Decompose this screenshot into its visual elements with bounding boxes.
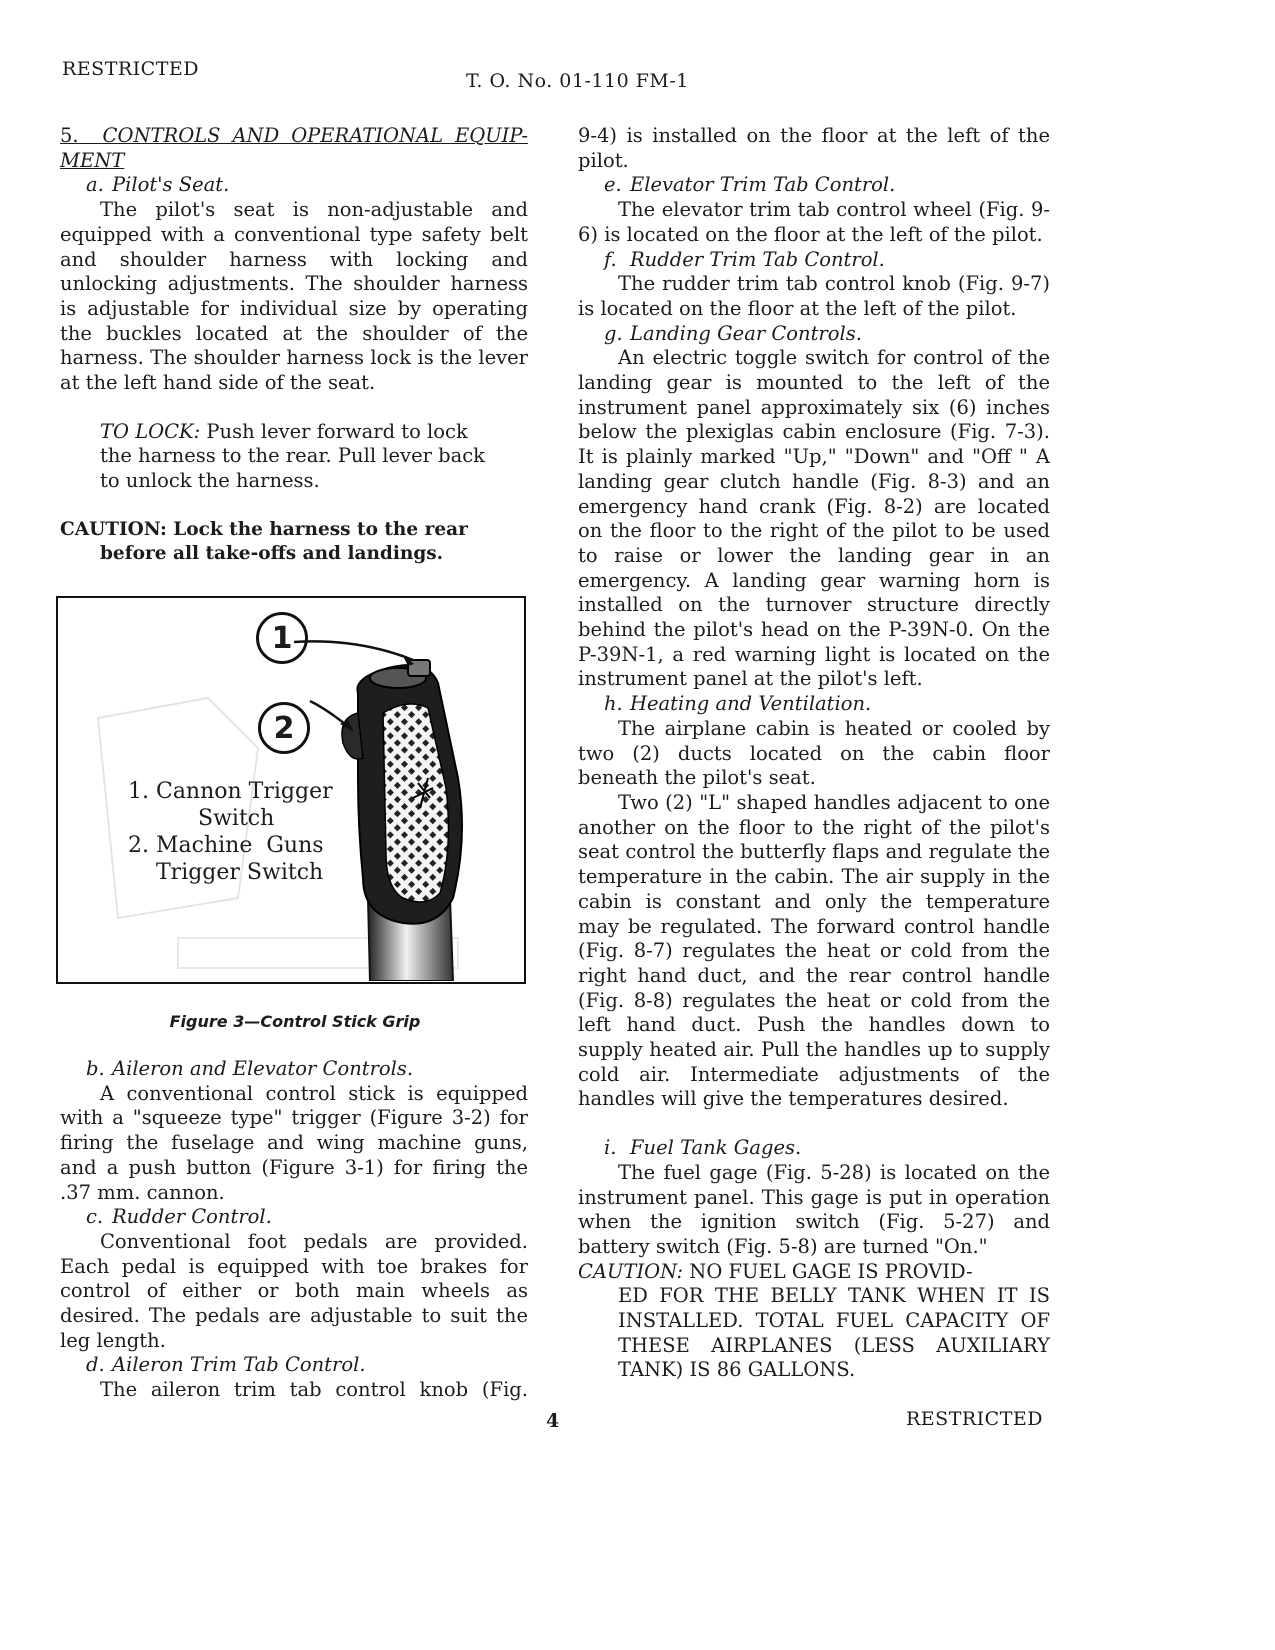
subsection-pilot-seat-heading [60,173,528,198]
subsection-title: Rudder Control. [112,1205,272,1229]
subsection-rudder-control-heading [60,1205,528,1230]
section-title-text: CONTROLS AND OPERATIONAL EQUIP-MENT [60,124,528,172]
subsection-letter: c. [86,1205,104,1229]
right-column [578,124,1050,1383]
left-column [60,124,528,566]
subsection-title: Fuel Tank Gages. [630,1136,802,1160]
fuel-caution-first-line: NO FUEL GAGE IS PROVID- [689,1259,973,1283]
legend-line-4: Trigger Switch [156,860,324,885]
aileron-trim-body: The aileron trim tab control knob (Fig. [100,1378,528,1402]
subsection-letter: h. [604,692,623,716]
heating-body-2: Two (2) "L" shaped handles adjacent to one another on the floor to the right of the pilot's seat control the butterfly flaps and regulate the temperature in the cabin. The air supply in the cabin is constant and only the temperature may be regulated. The forward control handle (Fig. 8-7) regulates the heat or cold from the right hand duct, and the rear control handle (Fig. 8-8) regulates the heat or cold from the left hand duct. Push the handles down to supply heated air. Pull the handles up to supply cold air. Intermediate adjustments of the handles will give the temperatures desired. [578,790,1050,1111]
left-column-lower [60,1057,528,1403]
heating-body-1: The airplane cabin is heated or cooled by two (2) ducts located on the cabin floor beneath the pilot's seat. [578,716,1050,790]
lock-note-text: Push lever forward to lock the harness to the rear. Pull lever back to unlock the harness. [100,419,485,493]
rudder-control-body: Conventional foot pedals are provided. Each pedal is equipped with toe brakes for control of either or both main wheels as desired. The pedals are adjustable to suit the leg length. [60,1229,528,1352]
subsection-landing-gear-heading [578,322,1050,347]
caution-second-line: before all take-offs and landings. [100,542,444,564]
fuel-caution-rest: ED FOR THE BELLY TANK WHEN IT IS INSTALLED. TOTAL FUEL CAPACITY OF THESE AIRPLANES (LESS AUXILIARY TANK) IS 86 GALLONS. [618,1284,1050,1382]
subsection-title: Pilot's Seat. [112,173,230,197]
aileron-trim-continued: 9-4) is installed on the floor at the left of the pilot. [578,124,1050,172]
legend-line-1: 1. Cannon Trigger [128,779,333,804]
legend-line-3: 2. Machine Guns [128,833,324,858]
landing-gear-body: An electric toggle switch for control of the landing gear is mounted to the left of the instrument panel approximately six (6) inches below the plexiglas cabin enclosure (Fig. 7-3). It is plainly marked "Up," "Down" and "Off " A landing gear clutch handle (Fig. 8-3) and an emergency hand crank (Fig. 8-2) are located on the floor to the right of the pilot to be used to raise or lower the landing gear in an emergency. A landing gear warning horn is installed on the turnover structure directly behind the pilot's head on the P-39N-0. On the P-39N-1, a red warning light is located on the instrument panel at the pilot's left. [578,346,1050,691]
fuel-gages-body: The fuel gage (Fig. 5-28) is located on the instrument panel. This gage is put in operation when the ignition switch (Fig. 5-27) and battery switch (Fig. 5-8) are turned "On." [578,1160,1050,1258]
subsection-title: Aileron and Elevator Controls. [112,1057,414,1080]
lock-note [100,420,500,494]
subsection-rudder-trim-heading [578,248,1050,273]
section-number: 5. [60,124,79,147]
subsection-title: Rudder Trim Tab Control. [630,247,885,271]
subsection-letter: d. [86,1353,105,1377]
page-number: 4 [546,1410,560,1432]
control-stick-figure [56,596,526,984]
rudder-trim-body: The rudder trim tab control knob (Fig. 9-7) is located on the floor at the left of the pilot. [578,272,1050,320]
subsection-letter: b. [86,1057,105,1080]
fuel-caution [578,1260,1050,1384]
pilot-seat-body: The pilot's seat is non-adjustable and equipped with a conventional type safety belt and shoulder harness with locking and unlocking adjustments. The shoulder harness is adjustable for individual size by operating the buckles located at the shoulder of the harness. The shoulder harness lock is the lever at the left hand side of the seat. [60,198,528,395]
subsection-letter: i. [604,1136,617,1160]
subsection-letter: e. [604,173,622,197]
figure-caption: Figure 3—Control Stick Grip [169,1012,421,1031]
figure-legend [128,778,333,886]
section-title [60,124,528,173]
subsection-aileron-trim-heading [60,1353,528,1378]
subsection-title: Landing Gear Controls. [630,321,862,345]
subsection-fuel-gages-heading [578,1136,1050,1161]
header-document-number: T. O. No. 01-110 FM-1 [466,70,689,92]
legend-line-2: Switch [198,806,275,831]
header-restricted: RESTRICTED [62,58,199,80]
subsection-heating-heading [578,692,1050,717]
elevator-trim-body: The elevator trim tab control wheel (Fig. 9-6) is located on the floor at the left of the pilot. [578,198,1050,246]
caution-first-line: Lock the harness to the rear [173,518,468,540]
harness-caution [60,518,528,566]
subsection-elevator-trim-heading [578,173,1050,198]
caution-label: CAUTION: [60,518,167,540]
subsection-title: Aileron Trim Tab Control. [112,1353,366,1377]
aileron-elevator-body: A conventional control stick is equipped with a "squeeze type" trigger (Figure 3-2) for firing the fuselage and wing machine guns, and a push button (Figure 3-1) for firing the .37 mm. cannon. [60,1081,528,1204]
fuel-caution-label: CAUTION: [578,1259,684,1283]
subsection-aileron-elevator-heading [60,1057,528,1082]
subsection-letter: a. [86,173,104,197]
footer-restricted: RESTRICTED [906,1408,1043,1430]
callout-1: 1 [256,612,308,664]
subsection-title: Heating and Ventilation. [630,692,872,716]
lock-note-label: TO LOCK: [100,419,201,443]
subsection-letter: f. [604,247,617,271]
subsection-letter: g. [604,321,623,345]
callout-2: 2 [258,702,310,754]
subsection-title: Elevator Trim Tab Control. [630,173,896,197]
